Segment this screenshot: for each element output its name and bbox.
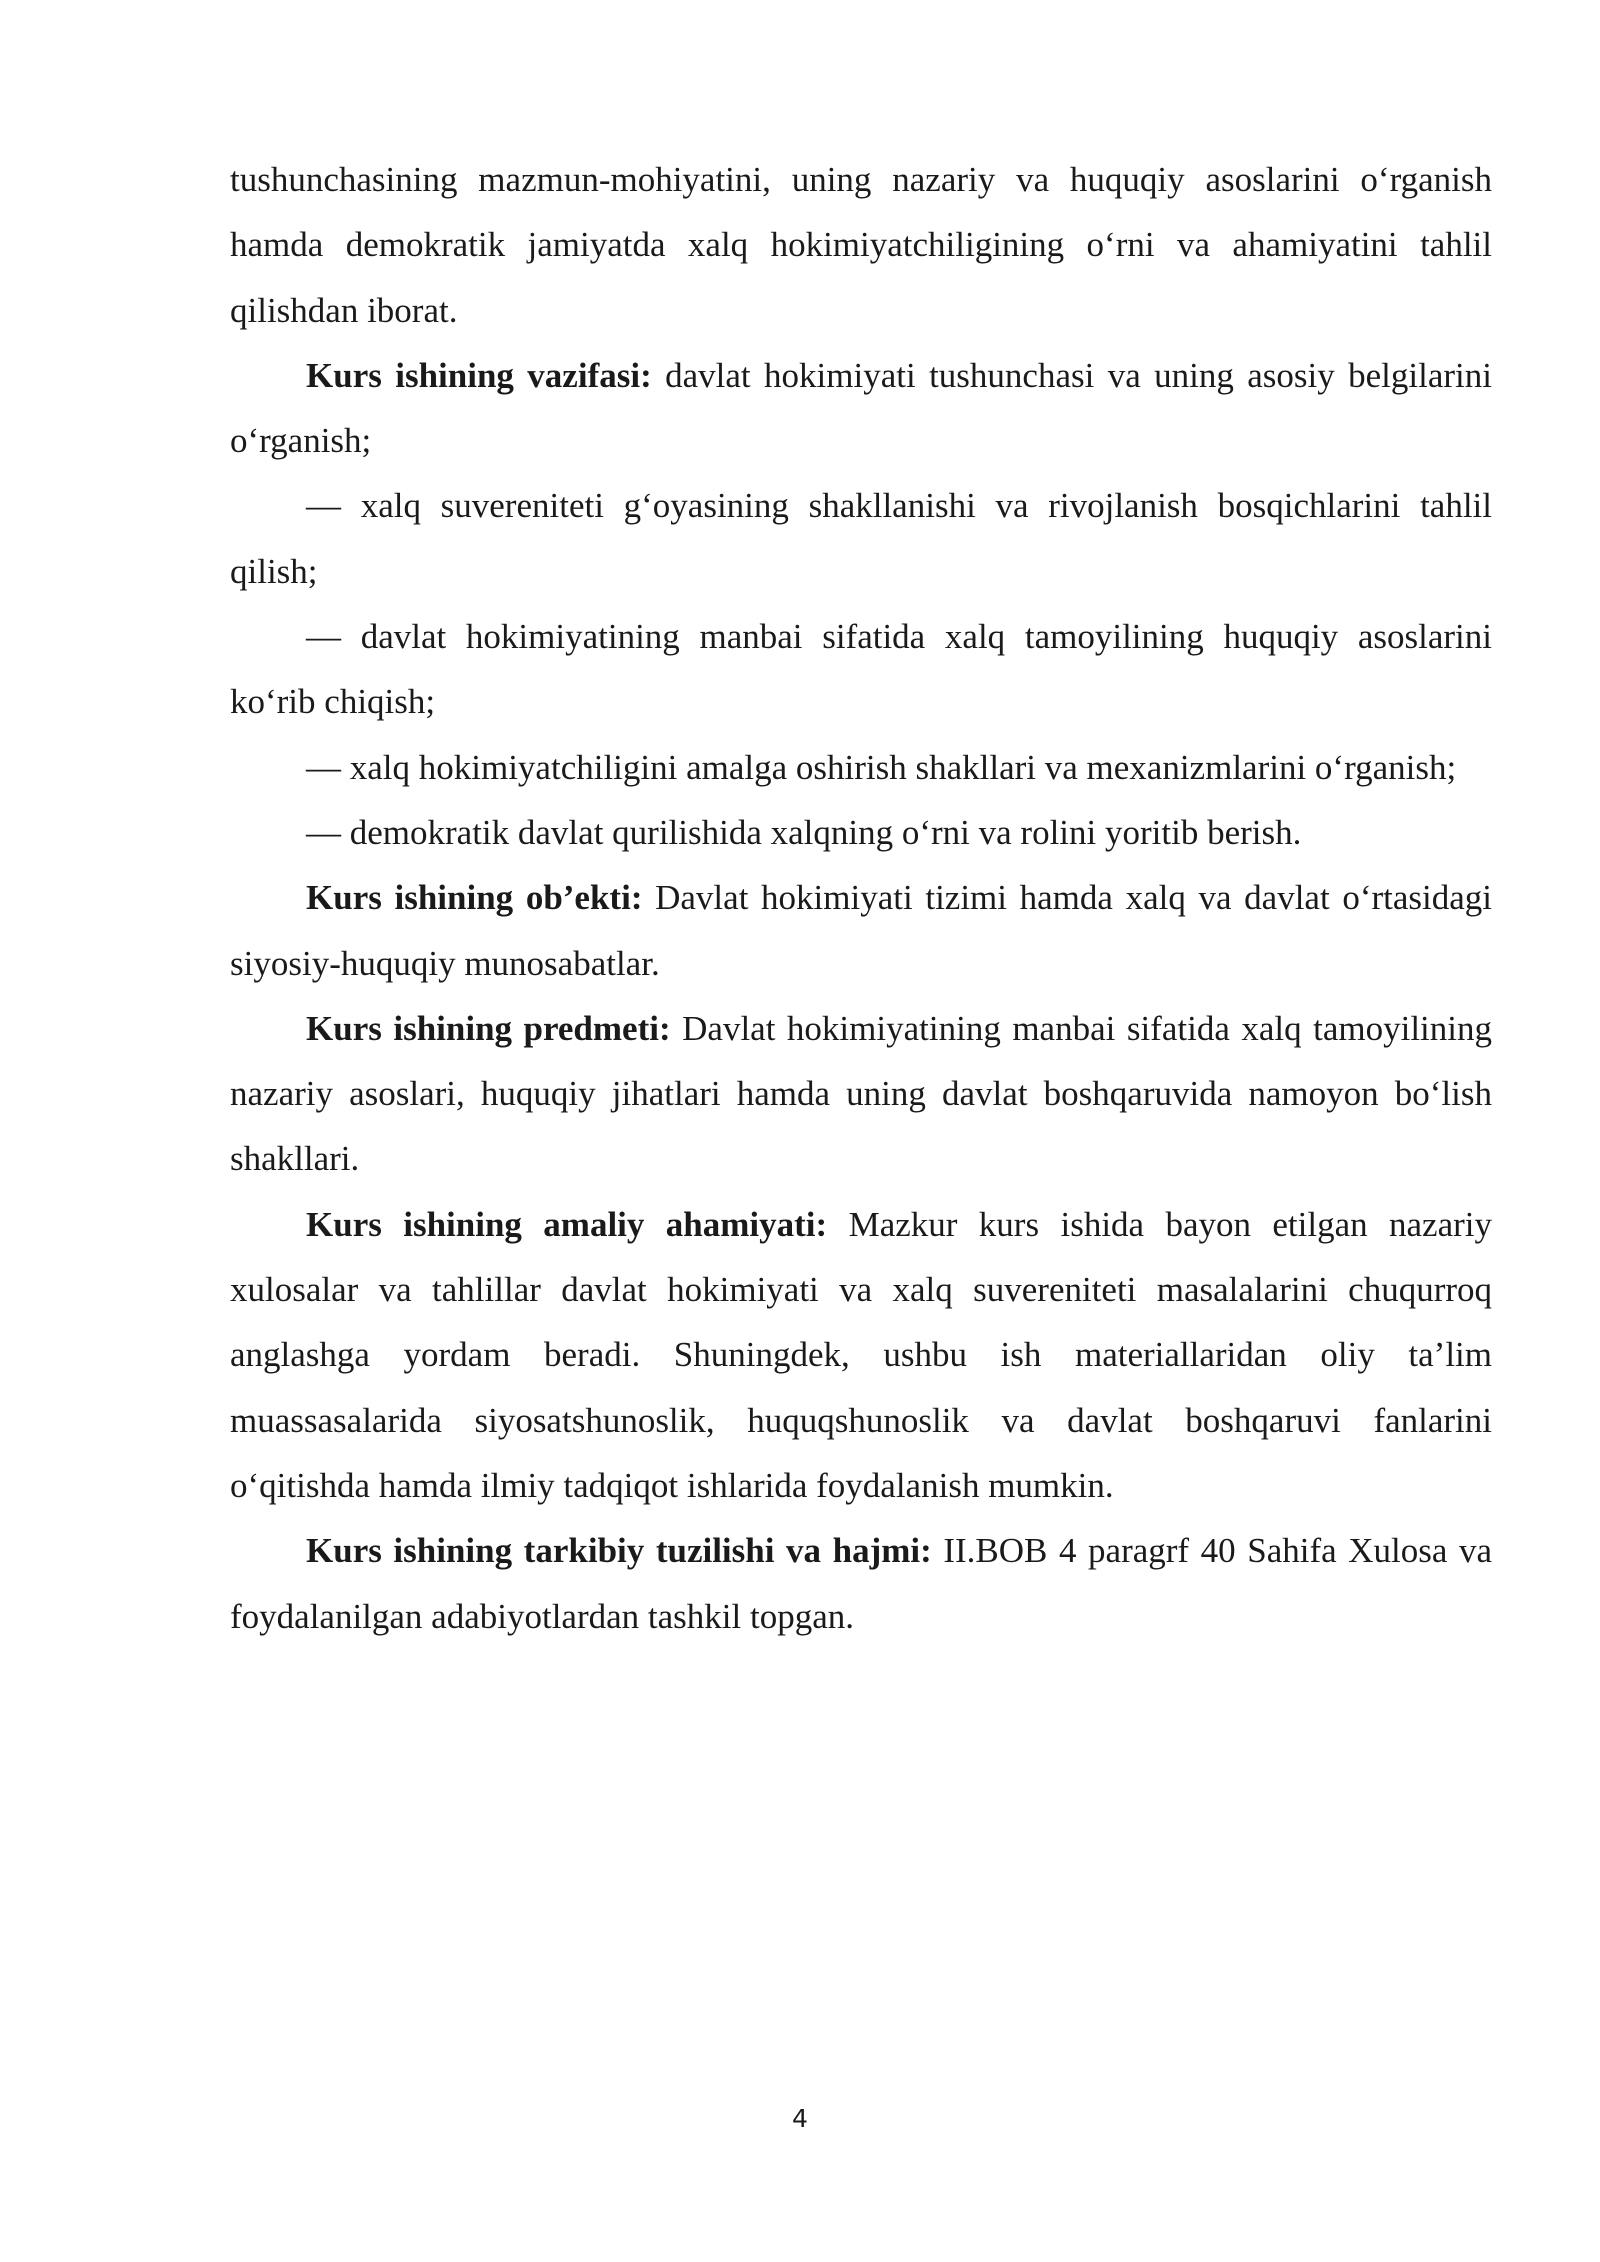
paragraph-heading: Kurs ishining predmeti: — [306, 1008, 671, 1048]
paragraph-text: — xalq suvereniteti g‘oyasining shakllanishi va rivojlanish bosqichlarini tahlil qilish; — [230, 486, 1492, 591]
body-text — [230, 147, 1492, 1649]
page-number: 4 — [792, 2104, 808, 2133]
paragraph-heading: Kurs ishining amaliy ahamiyati: — [306, 1204, 828, 1244]
paragraph-structure — [230, 1518, 1492, 1649]
list-item-task-4 — [230, 800, 1492, 865]
paragraph-text: Mazkur kurs ishida bayon etilgan nazariy xulosalar va tahlillar davlat hokimiyati va xalq suvereniteti masalalarini chuqurroq anglashga yordam beradi. Shuningdek, ushbu ish materiallaridan oliy ta’lim muassasalarida siyosatshunoslik, huquqshunoslik va davlat boshqaruvi fanlarini o‘qitishda hamda ilmiy tadqiqot ishlarida foydalanish mumkin. — [230, 1204, 1492, 1505]
paragraph-heading: Kurs ishining ob’ekti: — [306, 878, 643, 918]
list-item-task-3 — [230, 735, 1492, 800]
paragraph-intro-continuation — [230, 147, 1492, 343]
paragraph-text: Davlat hokimiyatining manbai sifatida xalq tamoyilining nazariy asoslari, huquqiy jihatlari hamda uning davlat boshqaruvida namoyon bo‘lish shakllari. — [230, 1008, 1492, 1179]
paragraph-practical-significance — [230, 1192, 1492, 1518]
list-item-task-1 — [230, 473, 1492, 604]
paragraph-text: davlat hokimiyati tushunchasi va uning asosiy belgilarini o‘rganish; — [230, 355, 1492, 461]
paragraph-subject — [230, 996, 1492, 1192]
paragraph-text: — xalq hokimiyatchiligini amalga oshirish shakllari va mexanizmlarini o‘rganish; — [306, 747, 1457, 787]
paragraph-tasks — [230, 343, 1492, 474]
paragraph-heading: Kurs ishining vazifasi: — [306, 355, 652, 395]
paragraph-object — [230, 865, 1492, 996]
paragraph-text: tushunchasining mazmun-mohiyatini, uning nazariy va huquqiy asoslarini o‘rganish hamda demokratik jamiyatda xalq hokimiyatchiligining o‘rni va ahamiyatini tahlil qilishdan iborat. — [230, 160, 1492, 330]
paragraph-text: II.BOB 4 paragrf 40 Sahifa Xulosa va foydalanilgan adabiyotlardan tashkil topgan. — [230, 1531, 1492, 1636]
paragraph-text: — davlat hokimiyatining manbai sifatida xalq tamoyilining huquqiy asoslarini ko‘rib chiqish; — [230, 617, 1492, 722]
paragraph-text: — demokratik davlat qurilishida xalqning o‘rni va rolini yoritib berish. — [306, 812, 1302, 852]
list-item-task-2 — [230, 604, 1492, 735]
paragraph-heading: Kurs ishining tarkibiy tuzilishi va hajmi: — [306, 1531, 932, 1571]
paragraph-text: Davlat hokimiyati tizimi hamda xalq va davlat o‘rtasidagi siyosiy-huquqiy munosabatlar. — [230, 878, 1492, 983]
